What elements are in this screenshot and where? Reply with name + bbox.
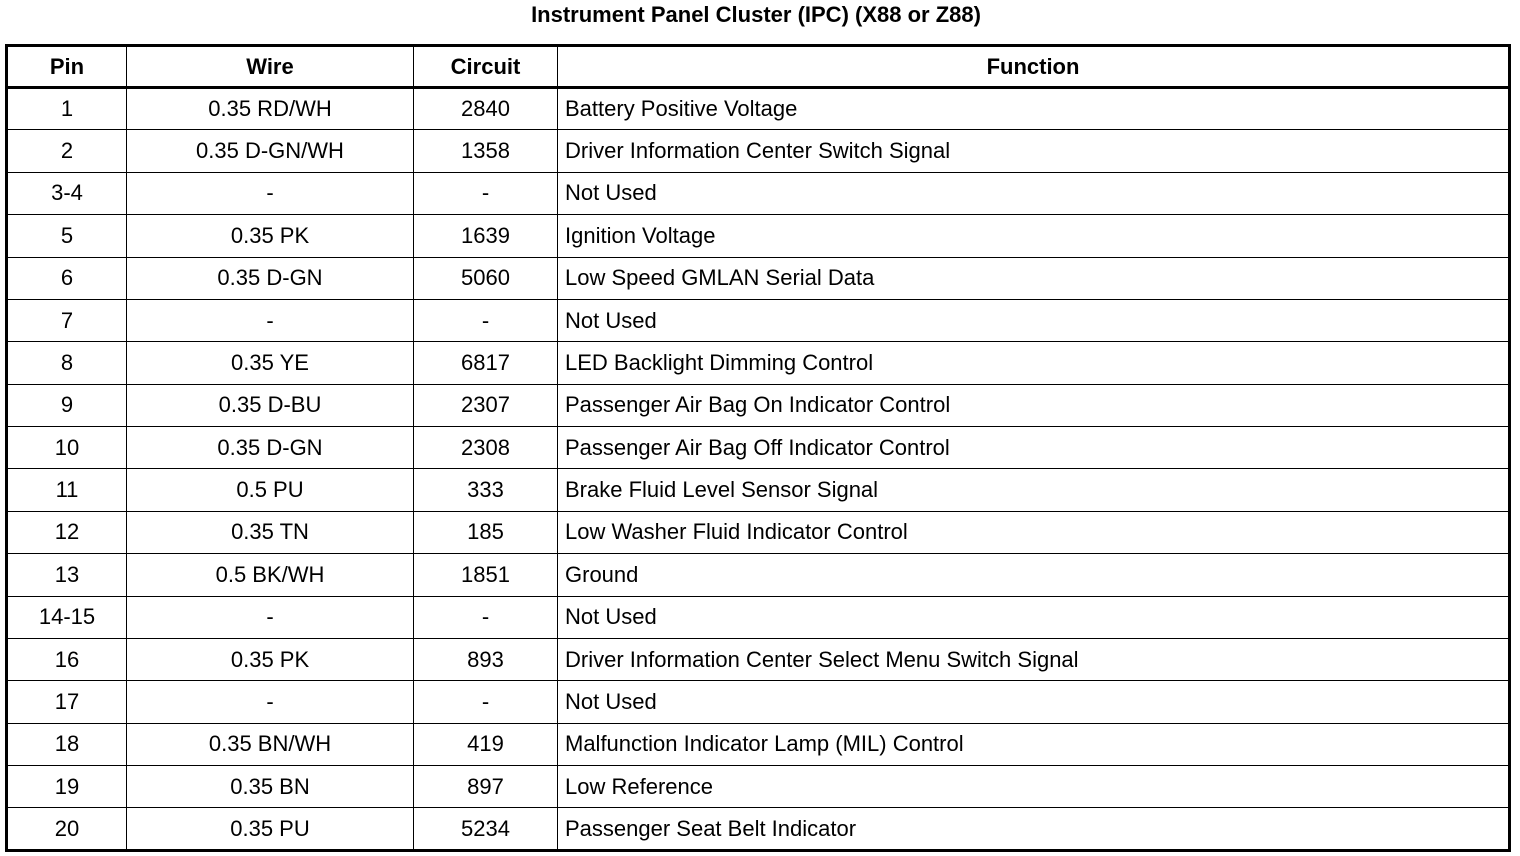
function-cell: Passenger Seat Belt Indicator xyxy=(558,808,1510,851)
circuit-cell: 185 xyxy=(414,511,558,553)
table-row xyxy=(7,88,1510,130)
circuit-cell: 6817 xyxy=(414,342,558,384)
circuit-cell: 2307 xyxy=(414,384,558,426)
pin-cell: 19 xyxy=(7,766,127,808)
table-row xyxy=(7,130,1510,172)
function-cell: Low Washer Fluid Indicator Control xyxy=(558,511,1510,553)
table-row xyxy=(7,638,1510,680)
function-cell: Low Reference xyxy=(558,766,1510,808)
page-title: Instrument Panel Cluster (IPC) (X88 or Z88) xyxy=(531,2,981,27)
circuit-cell: 893 xyxy=(414,638,558,680)
pin-cell: 6 xyxy=(7,257,127,299)
function-cell: Passenger Air Bag Off Indicator Control xyxy=(558,427,1510,469)
column-header-wire: Wire xyxy=(127,46,414,88)
function-cell: Not Used xyxy=(558,299,1510,341)
wire-cell: - xyxy=(127,299,414,341)
wire-cell: - xyxy=(127,172,414,214)
table-row xyxy=(7,808,1510,851)
table-row xyxy=(7,766,1510,808)
pin-cell: 10 xyxy=(7,427,127,469)
table-row xyxy=(7,427,1510,469)
wire-cell: 0.35 D-GN/WH xyxy=(127,130,414,172)
table-row xyxy=(7,172,1510,214)
function-cell: Ignition Voltage xyxy=(558,215,1510,257)
circuit-cell: 1851 xyxy=(414,554,558,596)
pin-cell: 3-4 xyxy=(7,172,127,214)
wire-cell: 0.35 D-GN xyxy=(127,257,414,299)
circuit-cell: 5234 xyxy=(414,808,558,851)
table-row xyxy=(7,299,1510,341)
wire-cell: 0.35 BN/WH xyxy=(127,723,414,765)
column-header-pin: Pin xyxy=(7,46,127,88)
pin-cell: 11 xyxy=(7,469,127,511)
function-cell: Malfunction Indicator Lamp (MIL) Control xyxy=(558,723,1510,765)
circuit-cell: - xyxy=(414,681,558,723)
table-row xyxy=(7,723,1510,765)
wire-cell: 0.35 TN xyxy=(127,511,414,553)
circuit-cell: 897 xyxy=(414,766,558,808)
function-cell: Low Speed GMLAN Serial Data xyxy=(558,257,1510,299)
function-cell: Not Used xyxy=(558,172,1510,214)
circuit-cell: 333 xyxy=(414,469,558,511)
wire-cell: 0.35 D-GN xyxy=(127,427,414,469)
wire-cell: 0.35 YE xyxy=(127,342,414,384)
wire-cell: 0.35 D-BU xyxy=(127,384,414,426)
function-cell: Not Used xyxy=(558,681,1510,723)
table-row xyxy=(7,554,1510,596)
function-cell: Passenger Air Bag On Indicator Control xyxy=(558,384,1510,426)
function-cell: Driver Information Center Select Menu Switch Signal xyxy=(558,638,1510,680)
function-cell: Brake Fluid Level Sensor Signal xyxy=(558,469,1510,511)
wire-cell: 0.35 RD/WH xyxy=(127,88,414,130)
table-row xyxy=(7,342,1510,384)
pin-cell: 7 xyxy=(7,299,127,341)
table-body xyxy=(7,88,1510,851)
column-header-function: Function xyxy=(558,46,1510,88)
circuit-cell: 5060 xyxy=(414,257,558,299)
circuit-cell: 1358 xyxy=(414,130,558,172)
circuit-cell: - xyxy=(414,299,558,341)
pin-cell: 12 xyxy=(7,511,127,553)
pin-cell: 8 xyxy=(7,342,127,384)
pin-cell: 14-15 xyxy=(7,596,127,638)
function-cell: LED Backlight Dimming Control xyxy=(558,342,1510,384)
wire-cell: - xyxy=(127,681,414,723)
column-header-circuit: Circuit xyxy=(414,46,558,88)
circuit-cell: 1639 xyxy=(414,215,558,257)
circuit-cell: 2840 xyxy=(414,88,558,130)
pin-cell: 18 xyxy=(7,723,127,765)
table-row xyxy=(7,215,1510,257)
header-row xyxy=(7,46,1510,88)
pin-cell: 1 xyxy=(7,88,127,130)
pin-cell: 17 xyxy=(7,681,127,723)
table-row xyxy=(7,681,1510,723)
wire-cell: 0.35 PK xyxy=(127,215,414,257)
table-row xyxy=(7,384,1510,426)
wire-cell: 0.5 BK/WH xyxy=(127,554,414,596)
pin-cell: 2 xyxy=(7,130,127,172)
function-cell: Ground xyxy=(558,554,1510,596)
wire-cell: 0.35 PK xyxy=(127,638,414,680)
function-cell: Driver Information Center Switch Signal xyxy=(558,130,1510,172)
pin-table xyxy=(5,44,1511,852)
table-row xyxy=(7,469,1510,511)
function-cell: Battery Positive Voltage xyxy=(558,88,1510,130)
pin-cell: 20 xyxy=(7,808,127,851)
wire-cell: 0.35 PU xyxy=(127,808,414,851)
circuit-cell: - xyxy=(414,172,558,214)
wire-cell: 0.5 PU xyxy=(127,469,414,511)
circuit-cell: 2308 xyxy=(414,427,558,469)
pin-cell: 5 xyxy=(7,215,127,257)
pin-cell: 9 xyxy=(7,384,127,426)
pin-cell: 16 xyxy=(7,638,127,680)
pin-cell: 13 xyxy=(7,554,127,596)
table-row xyxy=(7,511,1510,553)
wire-cell: - xyxy=(127,596,414,638)
table-row xyxy=(7,596,1510,638)
circuit-cell: 419 xyxy=(414,723,558,765)
circuit-cell: - xyxy=(414,596,558,638)
function-cell: Not Used xyxy=(558,596,1510,638)
wire-cell: 0.35 BN xyxy=(127,766,414,808)
table-row xyxy=(7,257,1510,299)
